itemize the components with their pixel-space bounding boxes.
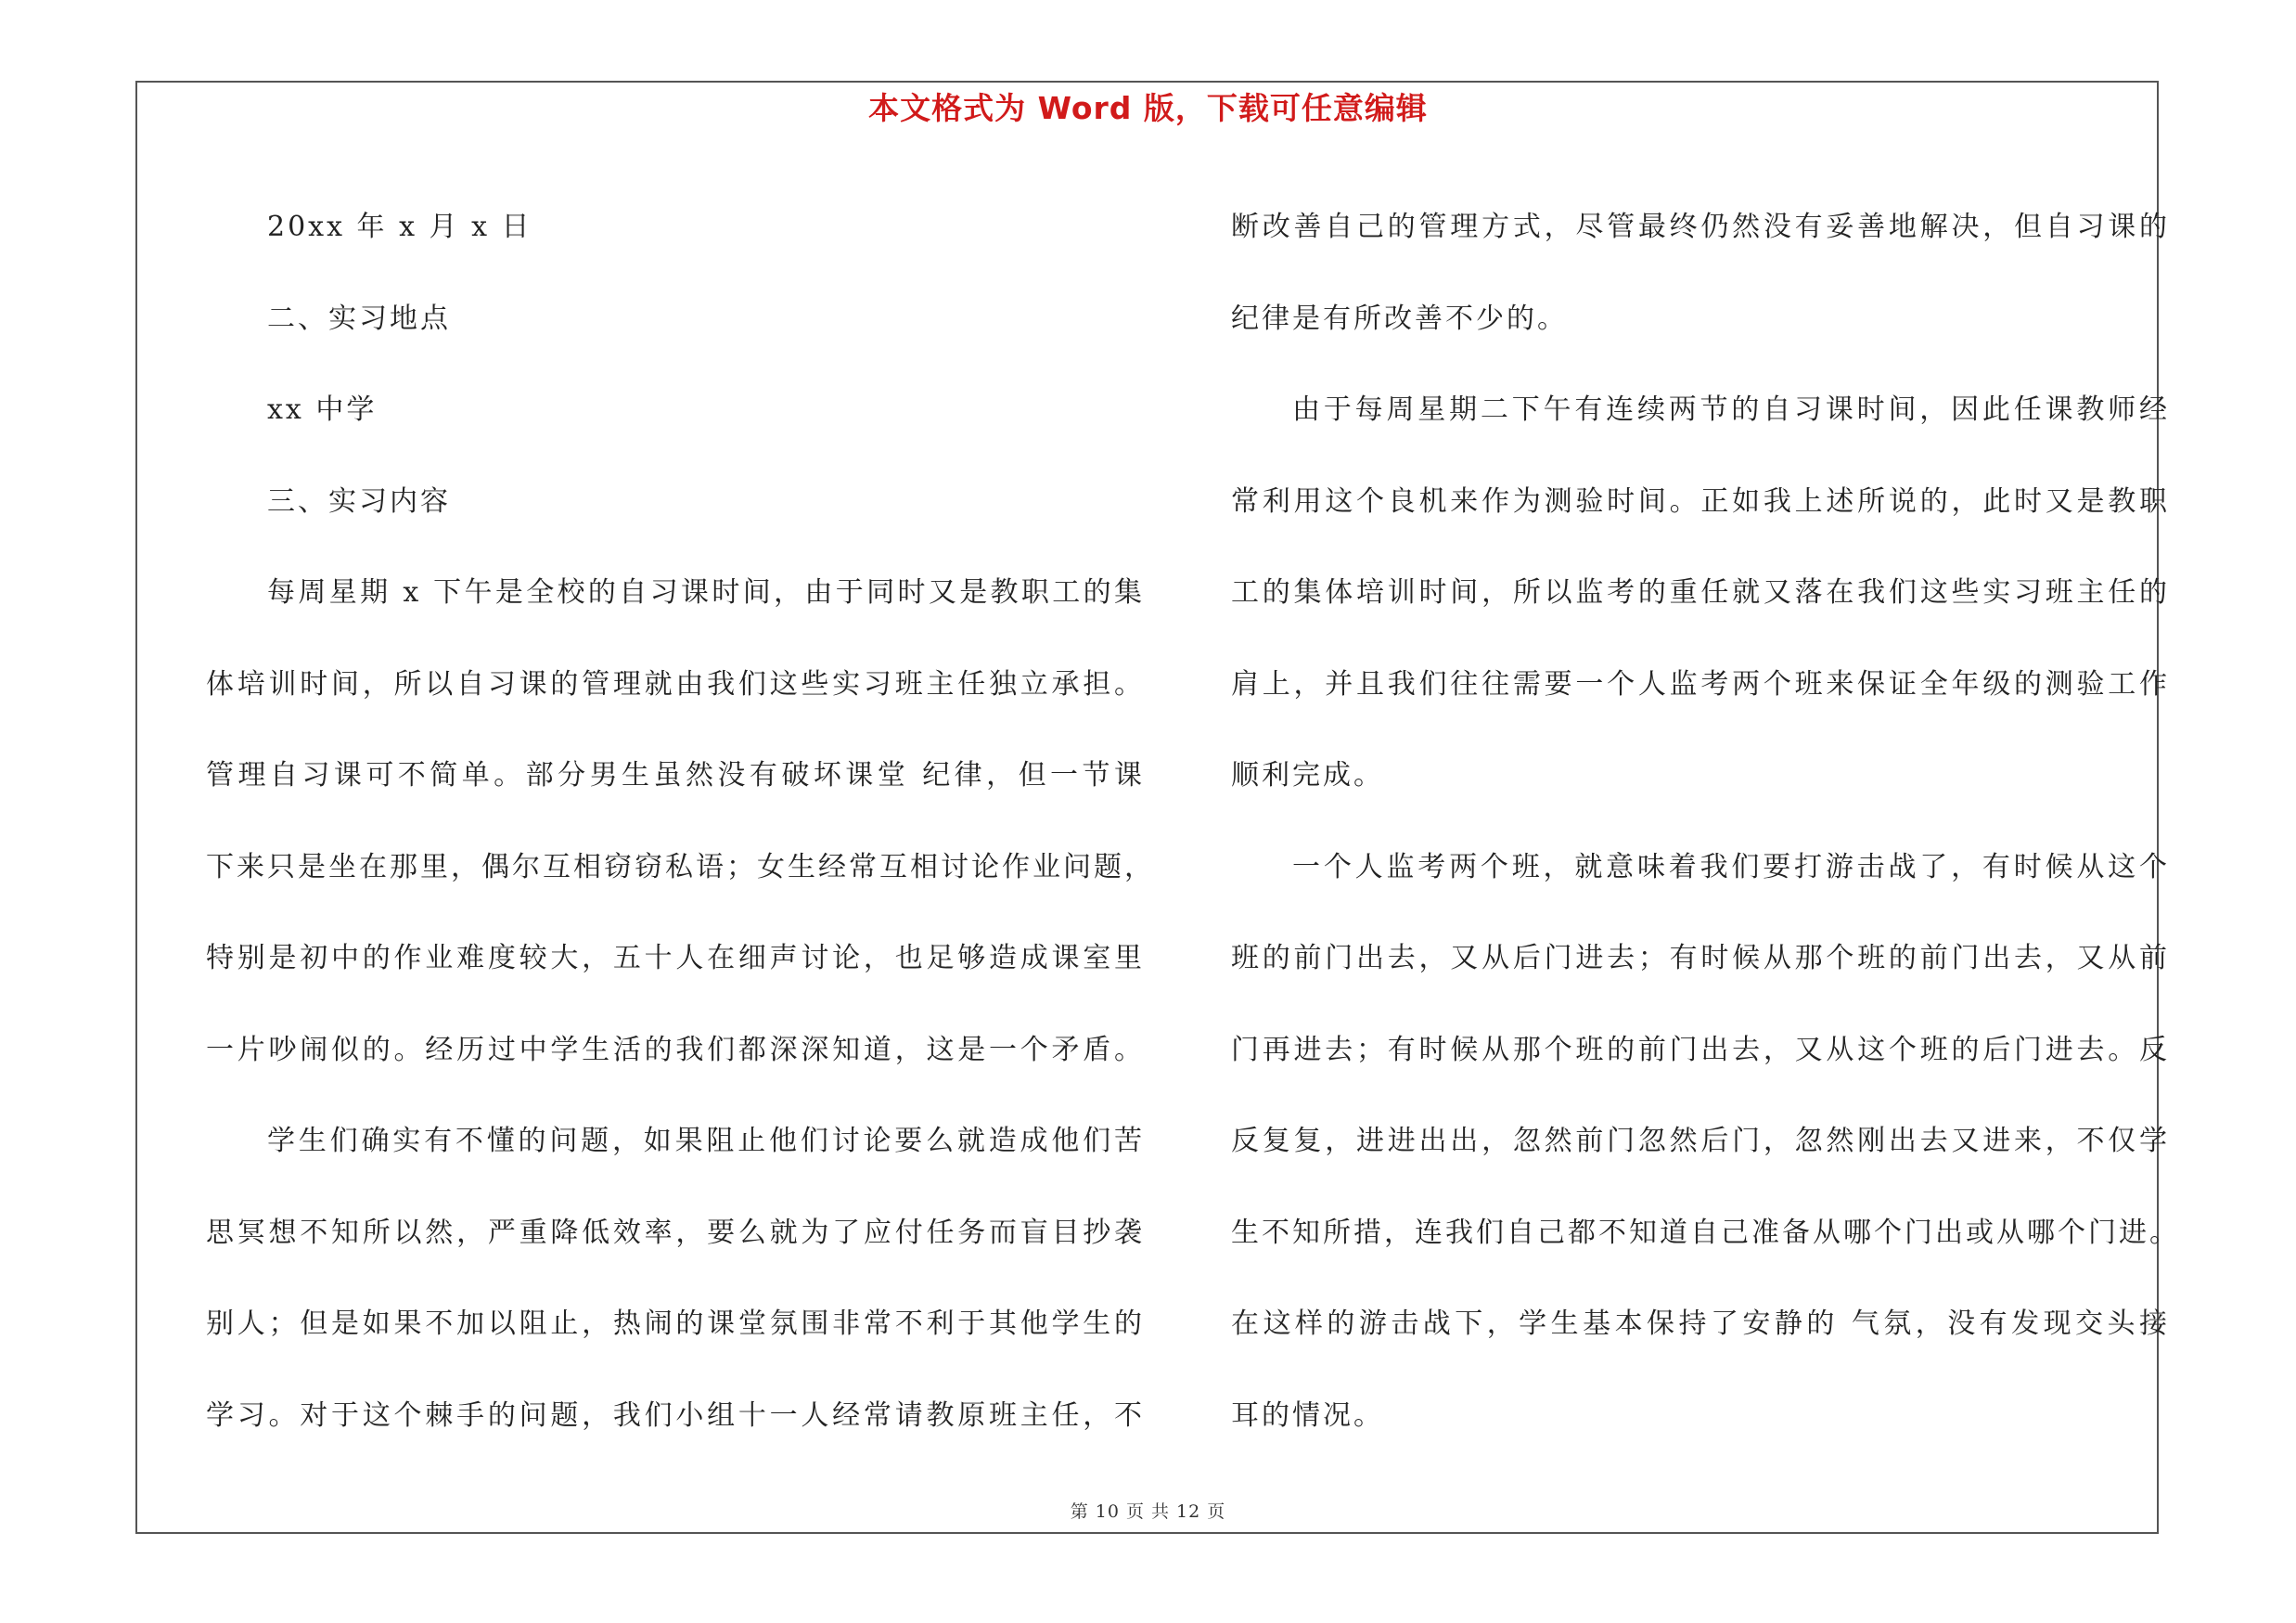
paragraph-line: 学生们确实有不懂的问题，如果阻止他们讨论要么就造成他们苦 — [267, 1125, 1145, 1157]
page-number-footer: 第 10 页 共 12 页 — [1070, 1501, 1226, 1522]
paragraph-line: 一个人监考两个班，就意味着我们要打游击战了，有时候从这个 — [1292, 850, 2170, 883]
paragraph-line: 班的前门出去，又从后门进去；有时候从那个班的前门出去，又从前 — [1231, 942, 2170, 974]
paragraph-line: 下来只是坐在那里，偶尔互相窃窃私语；女生经常互相讨论作业问题， — [206, 850, 1155, 883]
paragraph-line: 由于每周星期二下午有连续两节的自习课时间，因此任课教师经 — [1292, 393, 2170, 426]
date-line: 20xx 年 x 月 x 日 — [267, 211, 532, 243]
section-heading-location: 二、实习地点 — [267, 302, 451, 335]
paragraph-line: 纪律是有所改善不少的。 — [1231, 302, 1568, 335]
paragraph-line: 常利用这个良机来作为测验时间。正如我上述所说的，此时又是教职 — [1231, 484, 2170, 518]
paragraph-line: 一片吵闹似的。经历过中学生活的我们都深深知道，这是一个矛盾。 — [206, 1033, 1145, 1066]
paragraph-line: 每周星期 x 下午是全校的自习课时间，由于同时又是教职工的集 — [267, 576, 1145, 609]
paragraph-line: 耳的情况。 — [1231, 1398, 1384, 1432]
section-heading-content: 三、实习内容 — [267, 484, 451, 518]
paragraph-line: 生不知所措，连我们自己都不知道自己准备从哪个门出或从哪个门进。 — [1231, 1216, 2180, 1249]
paragraph-line: 别人；但是如果不加以阻止，热闹的课堂氛围非常不利于其他学生的 — [206, 1307, 1145, 1340]
paragraph-line: 顺利完成。 — [1231, 759, 1384, 792]
paragraph-line: 肩上，并且我们往往需要一个人监考两个班来保证全年级的测验工作 — [1231, 667, 2170, 701]
location-text: xx 中学 — [267, 393, 378, 426]
word-format-banner: 本文格式为 Word 版，下载可任意编辑 — [868, 90, 1428, 126]
paragraph-line: 学习。对于这个棘手的问题，我们小组十一人经常请教原班主任，不 — [206, 1398, 1145, 1432]
paragraph-line: 管理自习课可不简单。部分男生虽然没有破坏课堂 纪律，但一节课 — [206, 759, 1145, 792]
paragraph-line: 工的集体培训时间，所以监考的重任就又落在我们这些实习班主任的 — [1231, 576, 2170, 609]
paragraph-line: 门再进去；有时候从那个班的前门出去，又从这个班的后门进去。反 — [1231, 1033, 2170, 1066]
right-text-column — [1231, 182, 2180, 1462]
paragraph-line: 特别是初中的作业难度较大，五十人在细声讨论，也足够造成课室里 — [206, 942, 1145, 974]
paragraph-line: 断改善自己的管理方式，尽管最终仍然没有妥善地解决，但自习课的 — [1231, 211, 2170, 243]
left-text-column — [206, 182, 1155, 1462]
paragraph-line: 体培训时间，所以自习课的管理就由我们这些实习班主任独立承担。 — [206, 667, 1145, 701]
paragraph-line: 在这样的游击战下，学生基本保持了安静的 气氛，没有发现交头接 — [1231, 1307, 2170, 1340]
paragraph-line: 反复复，进进出出，忽然前门忽然后门，忽然刚出去又进来，不仅学 — [1231, 1125, 2170, 1157]
paragraph-line: 思冥想不知所以然，严重降低效率，要么就为了应付任务而盲目抄袭 — [206, 1216, 1145, 1249]
